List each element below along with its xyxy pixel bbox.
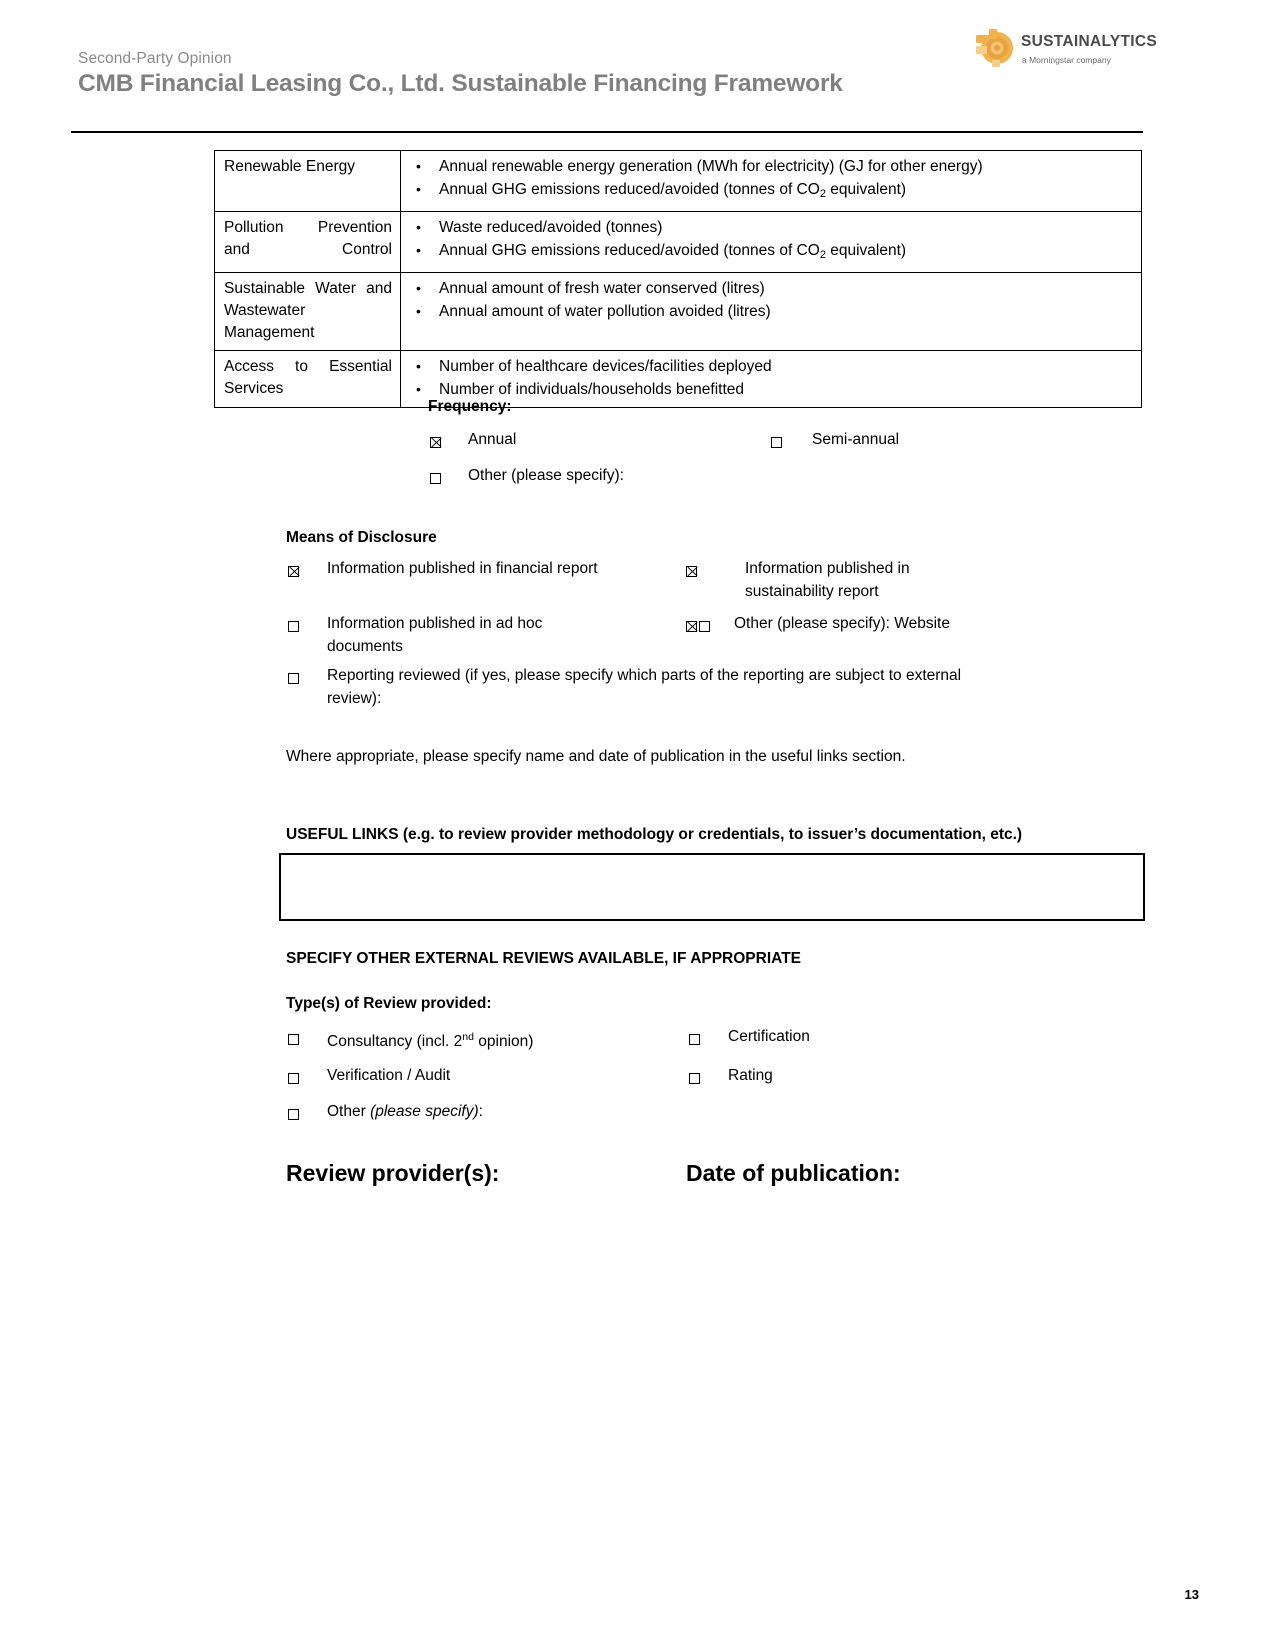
category-label: Access to Essential Services (224, 358, 392, 397)
consultancy-text-post: opinion) (473, 1033, 534, 1051)
table-cell-category (215, 212, 401, 273)
useful-links-input[interactable] (279, 853, 1145, 921)
disclosure-option-financial-report[interactable] (288, 558, 648, 581)
review-other-text-pre: Other (327, 1103, 371, 1120)
frequency-annual-label: Annual (468, 431, 517, 448)
page-number: 13 (1184, 1587, 1199, 1602)
table-cell-category (215, 273, 401, 351)
checkbox-frequency-other[interactable] (430, 465, 441, 488)
table-cell-indicators (401, 151, 1142, 212)
table-cell-indicators (401, 273, 1142, 351)
disclosure-financial-report-label: Information published in financial report (327, 560, 598, 577)
frequency-option-semi-annual[interactable] (771, 429, 1071, 452)
page-title: CMB Financial Leasing Co., Ltd. Sustainable Financing Framework (78, 70, 843, 97)
table-row (215, 273, 1142, 351)
disclosure-option-sustainability-report[interactable] (686, 558, 954, 603)
disclosure-note: Where appropriate, please specify name and date of publication in the useful links section. (286, 748, 906, 765)
list-item (401, 217, 1135, 240)
checkbox-reporting-reviewed[interactable] (288, 665, 299, 688)
frequency-option-other[interactable] (430, 465, 830, 488)
disclosure-ad-hoc-label: Information published in ad hoc documents (327, 615, 543, 655)
review-option-consultancy[interactable] (288, 1026, 648, 1054)
disclosure-option-other[interactable] (686, 613, 1016, 636)
review-other-label (327, 1101, 483, 1124)
sustainalytics-logo (975, 28, 1157, 76)
date-of-publication-heading: Date of publication: (686, 1160, 901, 1186)
disclosure-reporting-reviewed-label: Reporting reviewed (if yes, please specify which parts of the reporting are subject to external review): (327, 667, 962, 707)
indicator-text: Annual renewable energy generation (MWh for electricity) (GJ for other energy) (439, 158, 983, 175)
list-item (401, 156, 1135, 179)
table-cell-indicators (401, 212, 1142, 273)
table-row (215, 351, 1142, 408)
disclosure-option-reporting-reviewed[interactable] (288, 665, 1018, 710)
review-option-certification[interactable] (689, 1026, 989, 1049)
disclosure-option-ad-hoc[interactable] (288, 613, 618, 658)
table-row (215, 151, 1142, 212)
header-kicker: Second-Party Opinion (78, 50, 232, 67)
review-rating-label: Rating (728, 1067, 773, 1084)
impact-indicator-table (214, 150, 1142, 408)
table-row (215, 212, 1142, 273)
checkbox-certification[interactable] (689, 1026, 700, 1049)
indicator-text: Waste reduced/avoided (tonnes) (439, 219, 663, 236)
review-other-text-italic: (please specify) (370, 1103, 479, 1120)
checkbox-annual[interactable] (430, 429, 441, 452)
disclosure-other-label: Other (please specify): Website (734, 615, 950, 632)
checkbox-rating[interactable] (689, 1065, 700, 1088)
review-certification-label: Certification (728, 1028, 810, 1045)
category-label: Renewable Energy (224, 158, 355, 175)
list-item: • Annual GHG emissions reduced/avoided (tonnes of $CO_2$ equivalent) (401, 179, 1135, 206)
table-cell-indicators (401, 351, 1142, 408)
checkbox-financial-report[interactable] (288, 558, 299, 581)
frequency-other-label: Other (please specify): (468, 467, 624, 484)
checkbox-disclosure-other-secondary[interactable] (699, 621, 710, 632)
checkbox-sustainability-report[interactable] (686, 558, 697, 581)
checkbox-ad-hoc[interactable] (288, 613, 299, 636)
sun-logo-icon (975, 28, 1015, 68)
review-types-heading: Type(s) of Review provided: (286, 995, 492, 1012)
logo-tagline: a Morningstar company (1022, 55, 1111, 65)
indicator-text: Annual amount of water pollution avoided (litres) (439, 302, 771, 320)
frequency-option-annual[interactable] (430, 429, 730, 452)
frequency-semi-annual-label: Semi-annual (812, 431, 900, 448)
indicator-text: Number of individuals/households benefitted (439, 380, 745, 398)
consultancy-ordinal-sup: nd (462, 1031, 474, 1043)
table-cell-category (215, 351, 401, 408)
review-provider-heading: Review provider(s): (286, 1160, 500, 1186)
list-item: • Annual GHG emissions reduced/avoided (tonnes of $CO_2$ equivalent) (401, 240, 1135, 267)
consultancy-text-pre: Consultancy (incl. 2 (327, 1033, 463, 1051)
page-header (0, 0, 1275, 140)
checkbox-semi-annual[interactable] (771, 429, 782, 452)
table-cell-category (215, 151, 401, 212)
logo-wordmark: SUSTAINALYTICS (1021, 33, 1157, 50)
checkbox-review-other[interactable] (288, 1101, 299, 1124)
means-of-disclosure-heading: Means of Disclosure (286, 529, 437, 546)
review-other-text-post: : (478, 1103, 483, 1120)
frequency-heading: Frequency: (428, 398, 512, 415)
disclosure-sustainability-report-label: Information published in sustainability report (745, 560, 910, 600)
header-divider (71, 131, 1143, 133)
list-item (401, 356, 1135, 379)
review-option-rating[interactable] (689, 1065, 989, 1088)
useful-links-heading: USEFUL LINKS (e.g. to review provider methodology or credentials, to issuer’s documentation, etc.) (286, 826, 1023, 843)
checkbox-verification[interactable] (288, 1065, 299, 1088)
review-consultancy-label (327, 1026, 533, 1054)
list-item (401, 301, 1135, 324)
external-reviews-heading: SPECIFY OTHER EXTERNAL REVIEWS AVAILABLE, IF APPROPRIATE (286, 950, 801, 967)
review-verification-label: Verification / Audit (327, 1067, 451, 1084)
checkbox-disclosure-other[interactable] (686, 613, 710, 636)
category-label: Pollution Prevention and Control (224, 219, 392, 258)
list-item (401, 278, 1135, 301)
indicator-text: Number of healthcare devices/facilities deployed (439, 358, 772, 375)
checkbox-consultancy[interactable] (288, 1026, 299, 1049)
review-option-verification[interactable] (288, 1065, 648, 1088)
review-option-other[interactable] (288, 1101, 688, 1124)
indicator-text: Annual amount of fresh water conserved (litres) (439, 280, 765, 297)
category-label: Sustainable Water and Wastewater Management (224, 280, 392, 341)
